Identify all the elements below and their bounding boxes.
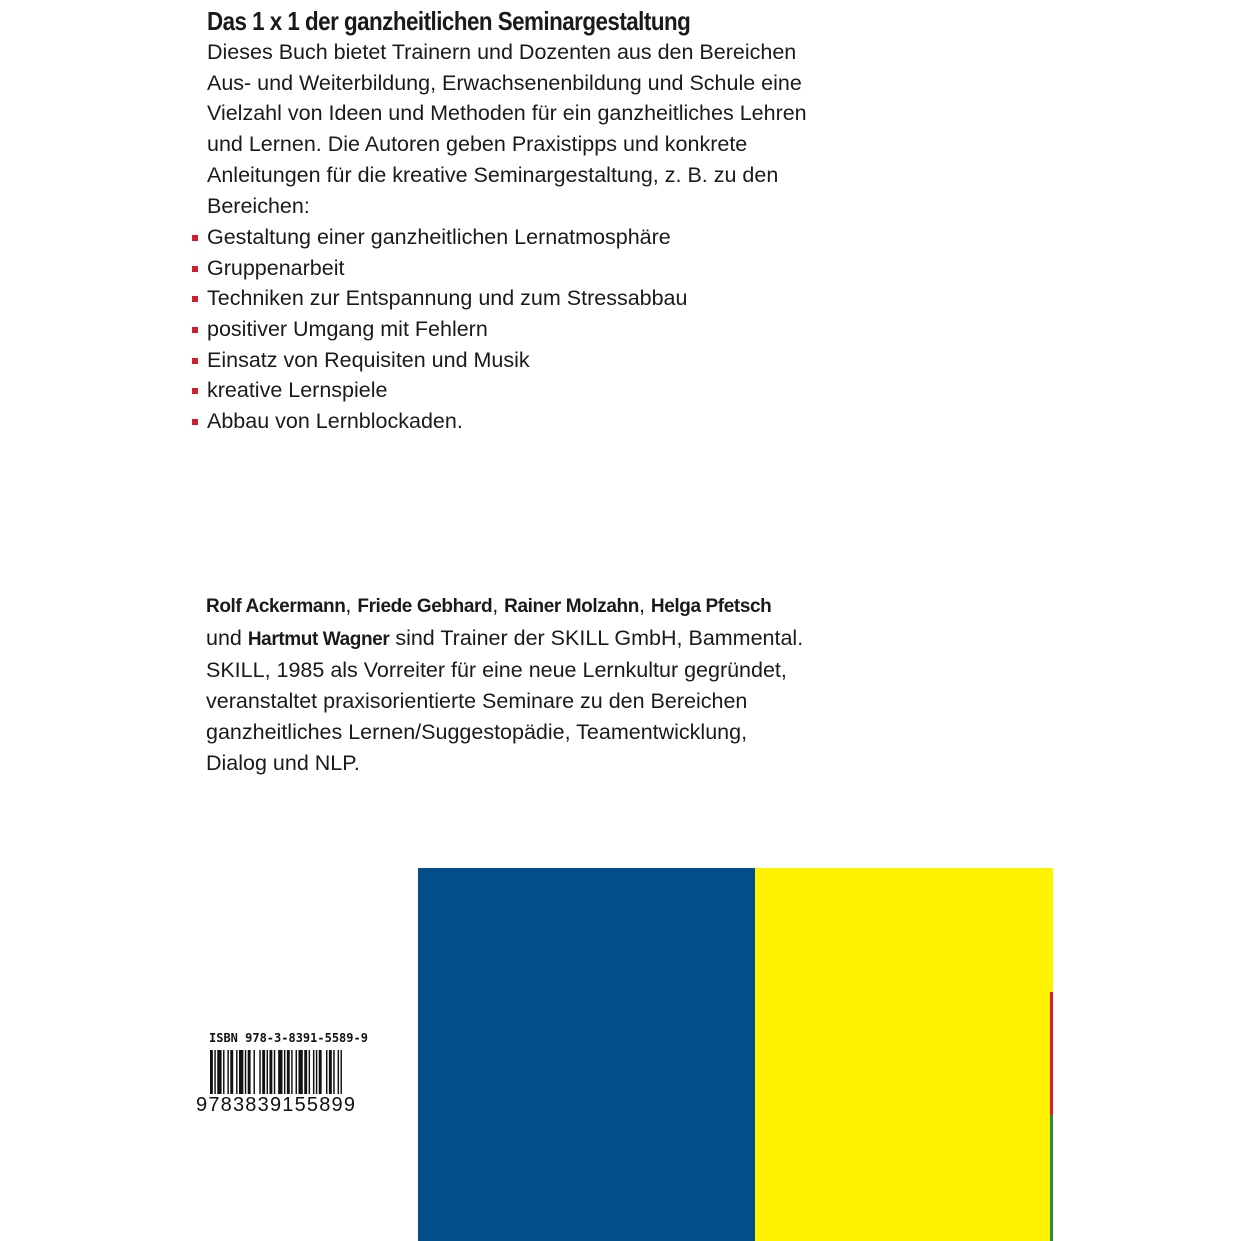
- red-edge-stripe: [1050, 992, 1053, 1115]
- separator: ,: [638, 593, 651, 617]
- isbn-label: ISBN 978-3-8391-5589-9: [209, 1031, 368, 1045]
- yellow-color-block: [755, 868, 1053, 1241]
- list-item-text: Techniken zur Entspannung und zum Stressabbau: [207, 286, 688, 311]
- list-item: [190, 345, 687, 376]
- author-name: Rainer Molzahn: [504, 596, 639, 617]
- author-name: Friede Gebhard: [357, 596, 493, 617]
- bullet-square-icon: [192, 235, 198, 241]
- bullet-square-icon: [192, 327, 198, 333]
- authors-description: sind Trainer der SKILL GmbH, Bammental. SKILL, 1985 als Vorreiter für eine neue Lernkultur gegründet, veranstaltet praxisorientierte Seminare zu den Bereichen ganzheitliches Lernen/Suggestopädie, Teamentwicklung, Dialog und NLP.: [206, 625, 804, 775]
- list-item: [190, 406, 687, 437]
- separator: ,: [492, 593, 505, 617]
- topic-list: [190, 222, 687, 437]
- intro-paragraph: Dieses Buch bietet Trainern und Dozenten aus den Bereichen Aus- und Weiterbildung, Erwachsenenbildung und Schule eine Vielzahl von Ideen und Methoden für ein ganzheitliches Lehren und Lernen. Die Autoren geben Praxistipps und konkrete Anleitungen für die kreative Seminargestaltung, z. B. zu den Bereichen:: [207, 40, 807, 218]
- list-item-text: positiver Umgang mit Fehlern: [207, 317, 488, 342]
- list-item-text: kreative Lernspiele: [207, 378, 388, 403]
- green-edge-stripe: [1050, 1115, 1053, 1241]
- bullet-square-icon: [192, 296, 198, 302]
- bullet-square-icon: [192, 266, 198, 272]
- list-item: [190, 283, 687, 314]
- author-name: Helga Pfetsch: [650, 596, 772, 617]
- author-name: Hartmut Wagner: [247, 628, 390, 650]
- separator: ,: [345, 593, 358, 617]
- barcode-number: [196, 1093, 356, 1117]
- bullet-square-icon: [192, 419, 198, 425]
- list-item: [190, 253, 687, 284]
- list-item-text: Einsatz von Requisiten und Musik: [207, 347, 530, 372]
- conjunction: und: [206, 625, 248, 650]
- blue-color-block: [418, 868, 755, 1241]
- list-item: [190, 375, 687, 406]
- list-item: [190, 314, 687, 345]
- list-item-text: Gruppenarbeit: [207, 255, 345, 280]
- bullet-square-icon: [192, 388, 198, 394]
- authors-paragraph: [206, 590, 806, 778]
- barcode-digits-text: 9783839155899: [196, 1094, 357, 1116]
- book-title: Das 1 x 1 der ganzheitlichen Seminargestaltung: [207, 6, 691, 36]
- bullet-square-icon: [192, 358, 198, 364]
- list-item: [190, 222, 687, 253]
- list-item-text: Gestaltung einer ganzheitlichen Lernatmosphäre: [207, 225, 671, 249]
- list-item-text: Abbau von Lernblockaden.: [207, 409, 463, 434]
- author-name: Rolf Ackermann: [206, 596, 346, 617]
